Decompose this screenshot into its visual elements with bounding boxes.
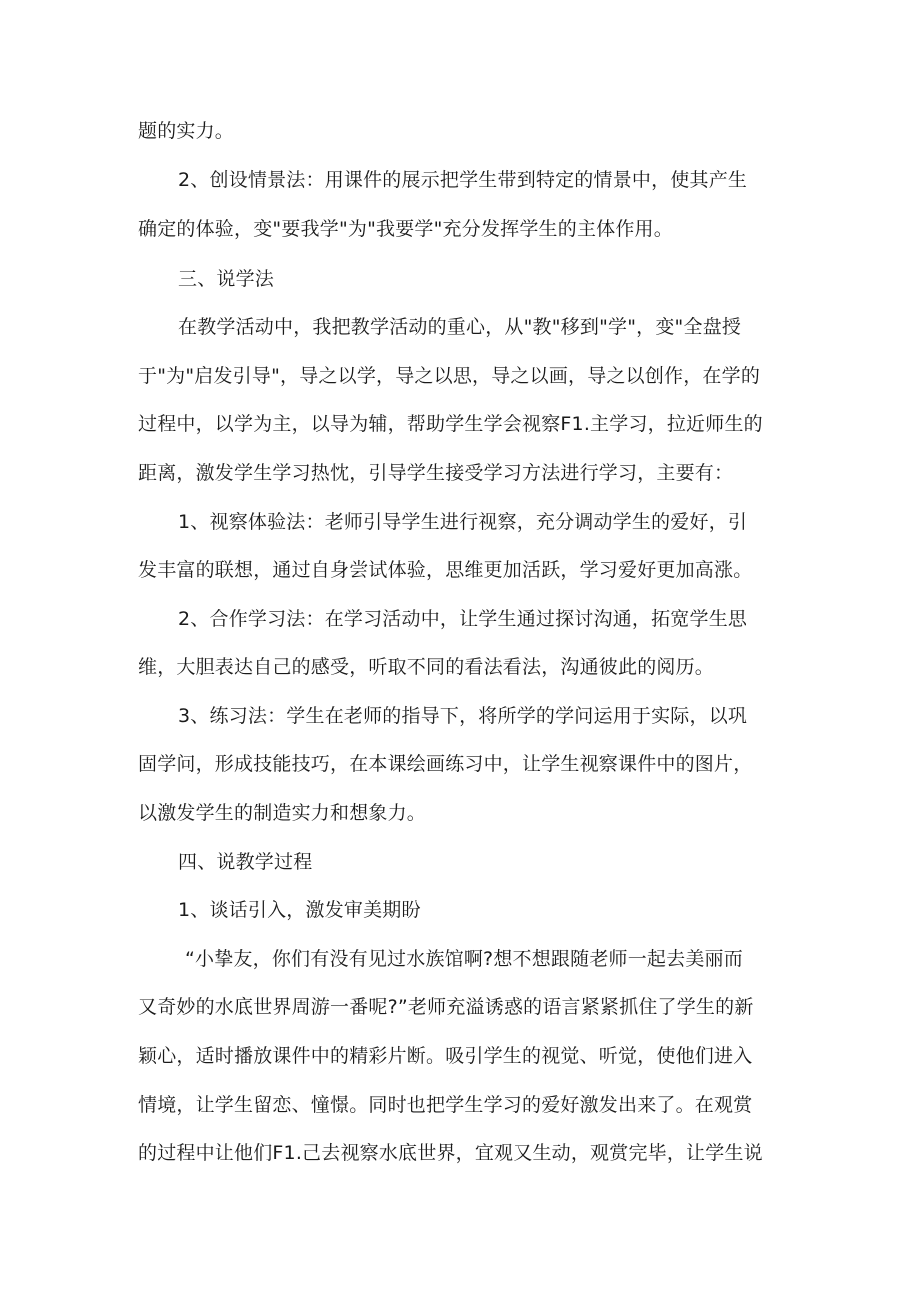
text-line: 固学问，形成技能技巧，在本课绘画练习中，让学生视察课件中的图片， [138, 753, 753, 775]
text-line: 2、创设情景法：用课件的展示把学生带到特定的情景中，使其产生 [178, 169, 748, 191]
text-line: 2、合作学习法：在学习活动中，让学生通过探讨沟通，拓宽学生思 [178, 608, 748, 630]
text-line: 过程中，以学为主，以导为辅，帮助学生学会视察F1.主学习，拉近师生的 [138, 413, 763, 435]
text-line: “小挚友，你们有没有见过水族馆啊?想不想跟随老师一起去美丽而 [185, 948, 743, 970]
text-line: 题的实力。 [138, 120, 235, 142]
text-line: 的过程中让他们F1.己去视察水底世界，宜观又生动，观赏完毕，让学生说 [138, 1142, 763, 1164]
text-line: 维，大胆表达自己的感受，听取不同的看法看法，沟通彼此的阅历。 [138, 656, 715, 678]
text-line: 又奇妙的水底世界周游一番呢?”老师充溢诱惑的语言紧紧抓住了学生的新 [138, 996, 754, 1018]
text-line: 情境，让学生留恋、憧憬。同时也把学生学习的爱好激发出来了。在观赏 [138, 1094, 753, 1116]
text-line: 3、练习法：学生在老师的指导下，将所学的学问运用于实际，以巩 [178, 705, 748, 727]
text-line: 于"为"启发引导"，导之以学，导之以思，导之以画，导之以创作，在学的 [138, 365, 761, 387]
text-line: 在教学活动中，我把教学活动的重心，从"教"移到"学"，变"全盘授 [178, 316, 742, 338]
text-line: 发丰富的联想，通过自身尝试体验，思维更加活跃，学习爱好更加高涨。 [138, 559, 753, 581]
section-heading: 三、说学法 [178, 268, 275, 290]
subsection-heading: 1、谈话引入，激发审美期盼 [178, 899, 421, 921]
text-line: 确定的体验，变"要我学"为"我要学"充分发挥学生的主体作用。 [138, 218, 673, 240]
text-line: 1、视察体验法：老师引导学生进行视察，充分调动学生的爱好，引 [178, 511, 748, 533]
section-heading: 四、说教学过程 [178, 851, 313, 873]
text-line: 以激发学生的制造实力和想象力。 [138, 802, 427, 824]
text-line: 距离，激发学生学习热忱，引导学生接受学习方法进行学习，主要有： [138, 462, 734, 484]
text-line: 颖心，适时播放课件中的精彩片断。吸引学生的视觉、听觉，使他们进入 [138, 1045, 753, 1067]
